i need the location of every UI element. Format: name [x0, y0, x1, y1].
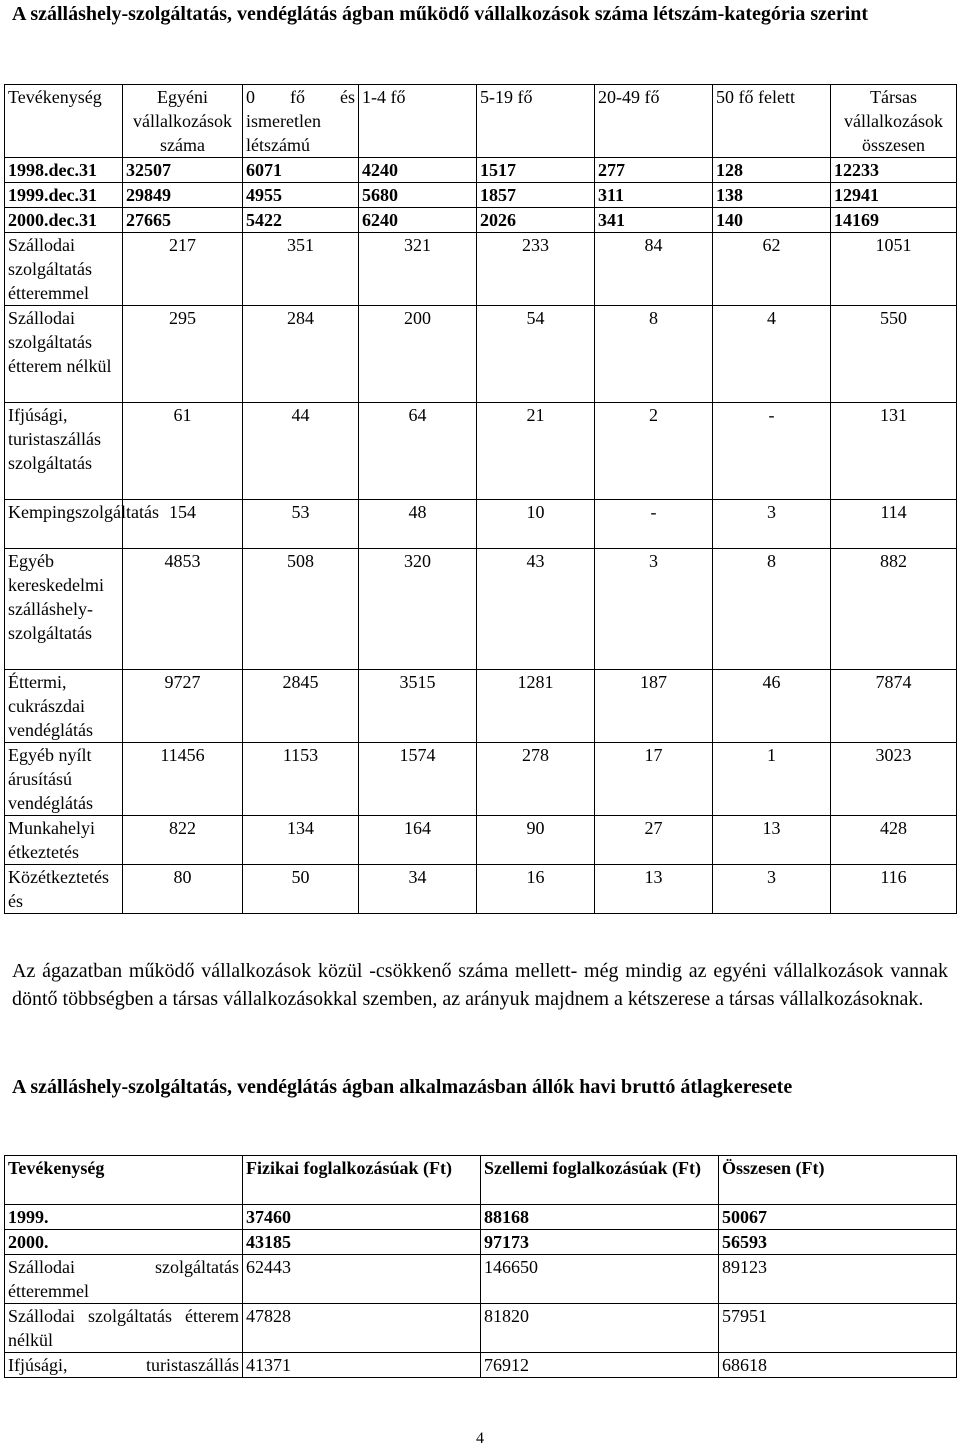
cell: 88168	[481, 1205, 719, 1230]
table-row	[5, 549, 957, 670]
header-cell: Társas vállalkozások összesen	[831, 85, 957, 158]
row-label: Éttermi, cukrászdai vendéglátás	[5, 670, 123, 743]
cell: 47828	[243, 1304, 481, 1353]
header-cell: Fizikai foglalkozásúak (Ft)	[243, 1156, 481, 1205]
table-row	[5, 208, 957, 233]
cell: 10	[477, 500, 595, 549]
cell: 13	[595, 865, 713, 914]
cell: 4955	[243, 183, 359, 208]
cell: 29849	[123, 183, 243, 208]
cell: 50067	[719, 1205, 957, 1230]
table-row	[5, 743, 957, 816]
cell: 320	[359, 549, 477, 670]
cell: 2845	[243, 670, 359, 743]
cell: 3515	[359, 670, 477, 743]
header-cell: Tevékenység	[5, 85, 123, 158]
cell: 8	[595, 306, 713, 403]
cell: 44	[243, 403, 359, 500]
table-row	[5, 233, 957, 306]
cell: 62443	[243, 1255, 481, 1304]
table-row	[5, 403, 957, 500]
row-label: Munkahelyi étkeztetés	[5, 816, 123, 865]
cell: 3023	[831, 743, 957, 816]
cell: 278	[477, 743, 595, 816]
cell: 17	[595, 743, 713, 816]
cell: 56593	[719, 1230, 957, 1255]
cell: 84	[595, 233, 713, 306]
row-label: 2000.dec.31	[5, 208, 123, 233]
cell: 53	[243, 500, 359, 549]
row-label: Szállodai szolgáltatás étteremmel	[5, 233, 123, 306]
row-label: Kempingszolgáltatás	[5, 500, 123, 549]
row-label: Ifjúsági, turistaszállás szolgáltatás	[5, 403, 123, 500]
cell: 116	[831, 865, 957, 914]
cell: 1574	[359, 743, 477, 816]
cell: 164	[359, 816, 477, 865]
cell: 2026	[477, 208, 595, 233]
table-row	[5, 1304, 957, 1353]
cell: 27665	[123, 208, 243, 233]
cell: 14169	[831, 208, 957, 233]
cell: 6240	[359, 208, 477, 233]
cell: 351	[243, 233, 359, 306]
cell: 32507	[123, 158, 243, 183]
cell: 46	[713, 670, 831, 743]
table-row	[5, 1353, 957, 1378]
cell: -	[713, 403, 831, 500]
cell: 1281	[477, 670, 595, 743]
table-row	[5, 1205, 957, 1230]
cell: 550	[831, 306, 957, 403]
row-label: 1999.	[5, 1205, 243, 1230]
table-row	[5, 183, 957, 208]
cell: 277	[595, 158, 713, 183]
header-cell: 50 fő felett	[713, 85, 831, 158]
cell: 90	[477, 816, 595, 865]
cell: 882	[831, 549, 957, 670]
row-label: Szállodai szolgáltatás étterem nélkül	[5, 1304, 243, 1353]
cell: 11456	[123, 743, 243, 816]
cell: 140	[713, 208, 831, 233]
cell: 43185	[243, 1230, 481, 1255]
cell: 48	[359, 500, 477, 549]
cell: 8	[713, 549, 831, 670]
cell: 76912	[481, 1353, 719, 1378]
cell: 138	[713, 183, 831, 208]
cell: 7874	[831, 670, 957, 743]
gross-earnings-table	[4, 1155, 957, 1378]
cell: 4	[713, 306, 831, 403]
cell: 68618	[719, 1353, 957, 1378]
cell: 187	[595, 670, 713, 743]
cell: 114	[831, 500, 957, 549]
cell: 3	[713, 865, 831, 914]
cell: 5680	[359, 183, 477, 208]
row-label: Szállodai szolgáltatás étteremmel	[5, 1255, 243, 1304]
cell: 1051	[831, 233, 957, 306]
cell: 341	[595, 208, 713, 233]
cell: 3	[595, 549, 713, 670]
cell: 9727	[123, 670, 243, 743]
row-label: Egyéb nyílt árusítású vendéglátás	[5, 743, 123, 816]
cell: 428	[831, 816, 957, 865]
table-header-row	[5, 85, 957, 158]
table1-title: A szálláshely-szolgáltatás, vendéglátás ágban működő vállalkozások száma létszám-kategória szerint	[12, 3, 869, 25]
cell: 295	[123, 306, 243, 403]
header-cell: Szellemi foglalkozásúak (Ft)	[481, 1156, 719, 1205]
enterprise-count-table	[4, 84, 957, 914]
cell: 34	[359, 865, 477, 914]
row-label: Szállodai szolgáltatás étterem nélkül	[5, 306, 123, 403]
cell: 43	[477, 549, 595, 670]
header-cell: 0 fő és ismeretlen létszámú	[243, 85, 359, 158]
table-row	[5, 306, 957, 403]
cell: 12941	[831, 183, 957, 208]
header-cell: 20-49 fő	[595, 85, 713, 158]
cell: 97173	[481, 1230, 719, 1255]
header-cell: Összesen (Ft)	[719, 1156, 957, 1205]
cell: 80	[123, 865, 243, 914]
cell: 321	[359, 233, 477, 306]
cell: 233	[477, 233, 595, 306]
cell: 61	[123, 403, 243, 500]
cell: 81820	[481, 1304, 719, 1353]
table-row	[5, 158, 957, 183]
table-row	[5, 500, 957, 549]
cell: 57951	[719, 1304, 957, 1353]
row-label: Közétkeztetés és	[5, 865, 123, 914]
header-cell: 5-19 fő	[477, 85, 595, 158]
header-cell: Egyéni vállalkozások száma	[123, 85, 243, 158]
page-number: 4	[476, 1430, 484, 1447]
cell: 217	[123, 233, 243, 306]
table2-title: A szálláshely-szolgáltatás, vendéglátás ágban alkalmazásban állók havi bruttó átlagkeresete	[12, 1076, 793, 1098]
cell: 16	[477, 865, 595, 914]
cell: 27	[595, 816, 713, 865]
cell: 64	[359, 403, 477, 500]
cell: 37460	[243, 1205, 481, 1230]
header-cell: Tevékenység	[5, 1156, 243, 1205]
cell: 508	[243, 549, 359, 670]
cell: 2	[595, 403, 713, 500]
header-cell: 1-4 fő	[359, 85, 477, 158]
cell: 21	[477, 403, 595, 500]
cell: 1857	[477, 183, 595, 208]
cell: 5422	[243, 208, 359, 233]
row-label: Ifjúsági, turistaszállás	[5, 1353, 243, 1378]
table-row	[5, 1230, 957, 1255]
cell: 89123	[719, 1255, 957, 1304]
cell: 4853	[123, 549, 243, 670]
cell: 1	[713, 743, 831, 816]
cell: 822	[123, 816, 243, 865]
cell: 3	[713, 500, 831, 549]
cell: 131	[831, 403, 957, 500]
row-label: 1998.dec.31	[5, 158, 123, 183]
cell: 41371	[243, 1353, 481, 1378]
cell: 311	[595, 183, 713, 208]
row-label: 2000.	[5, 1230, 243, 1255]
table-row	[5, 1255, 957, 1304]
table-row	[5, 670, 957, 743]
cell: 134	[243, 816, 359, 865]
summary-paragraph: Az ágazatban működő vállalkozások közül -csökkenő száma mellett- még mindig az egyéni vállalkozások vannak döntő többségben a társas vállalkozásokkal szemben, az arányuk majdnem a kétszerese a társas vállalkozásoknak.	[12, 960, 948, 1010]
cell: 146650	[481, 1255, 719, 1304]
cell: 1153	[243, 743, 359, 816]
cell: 54	[477, 306, 595, 403]
row-label: 1999.dec.31	[5, 183, 123, 208]
cell: 1517	[477, 158, 595, 183]
cell: -	[595, 500, 713, 549]
table-row	[5, 816, 957, 865]
cell: 200	[359, 306, 477, 403]
cell: 6071	[243, 158, 359, 183]
table-row	[5, 865, 957, 914]
cell: 284	[243, 306, 359, 403]
cell: 50	[243, 865, 359, 914]
cell: 62	[713, 233, 831, 306]
cell: 128	[713, 158, 831, 183]
cell: 154	[123, 500, 243, 549]
cell: 13	[713, 816, 831, 865]
row-label: Egyéb kereskedelmi szálláshely-szolgáltatás	[5, 549, 123, 670]
table-header-row	[5, 1156, 957, 1205]
cell: 4240	[359, 158, 477, 183]
cell: 12233	[831, 158, 957, 183]
